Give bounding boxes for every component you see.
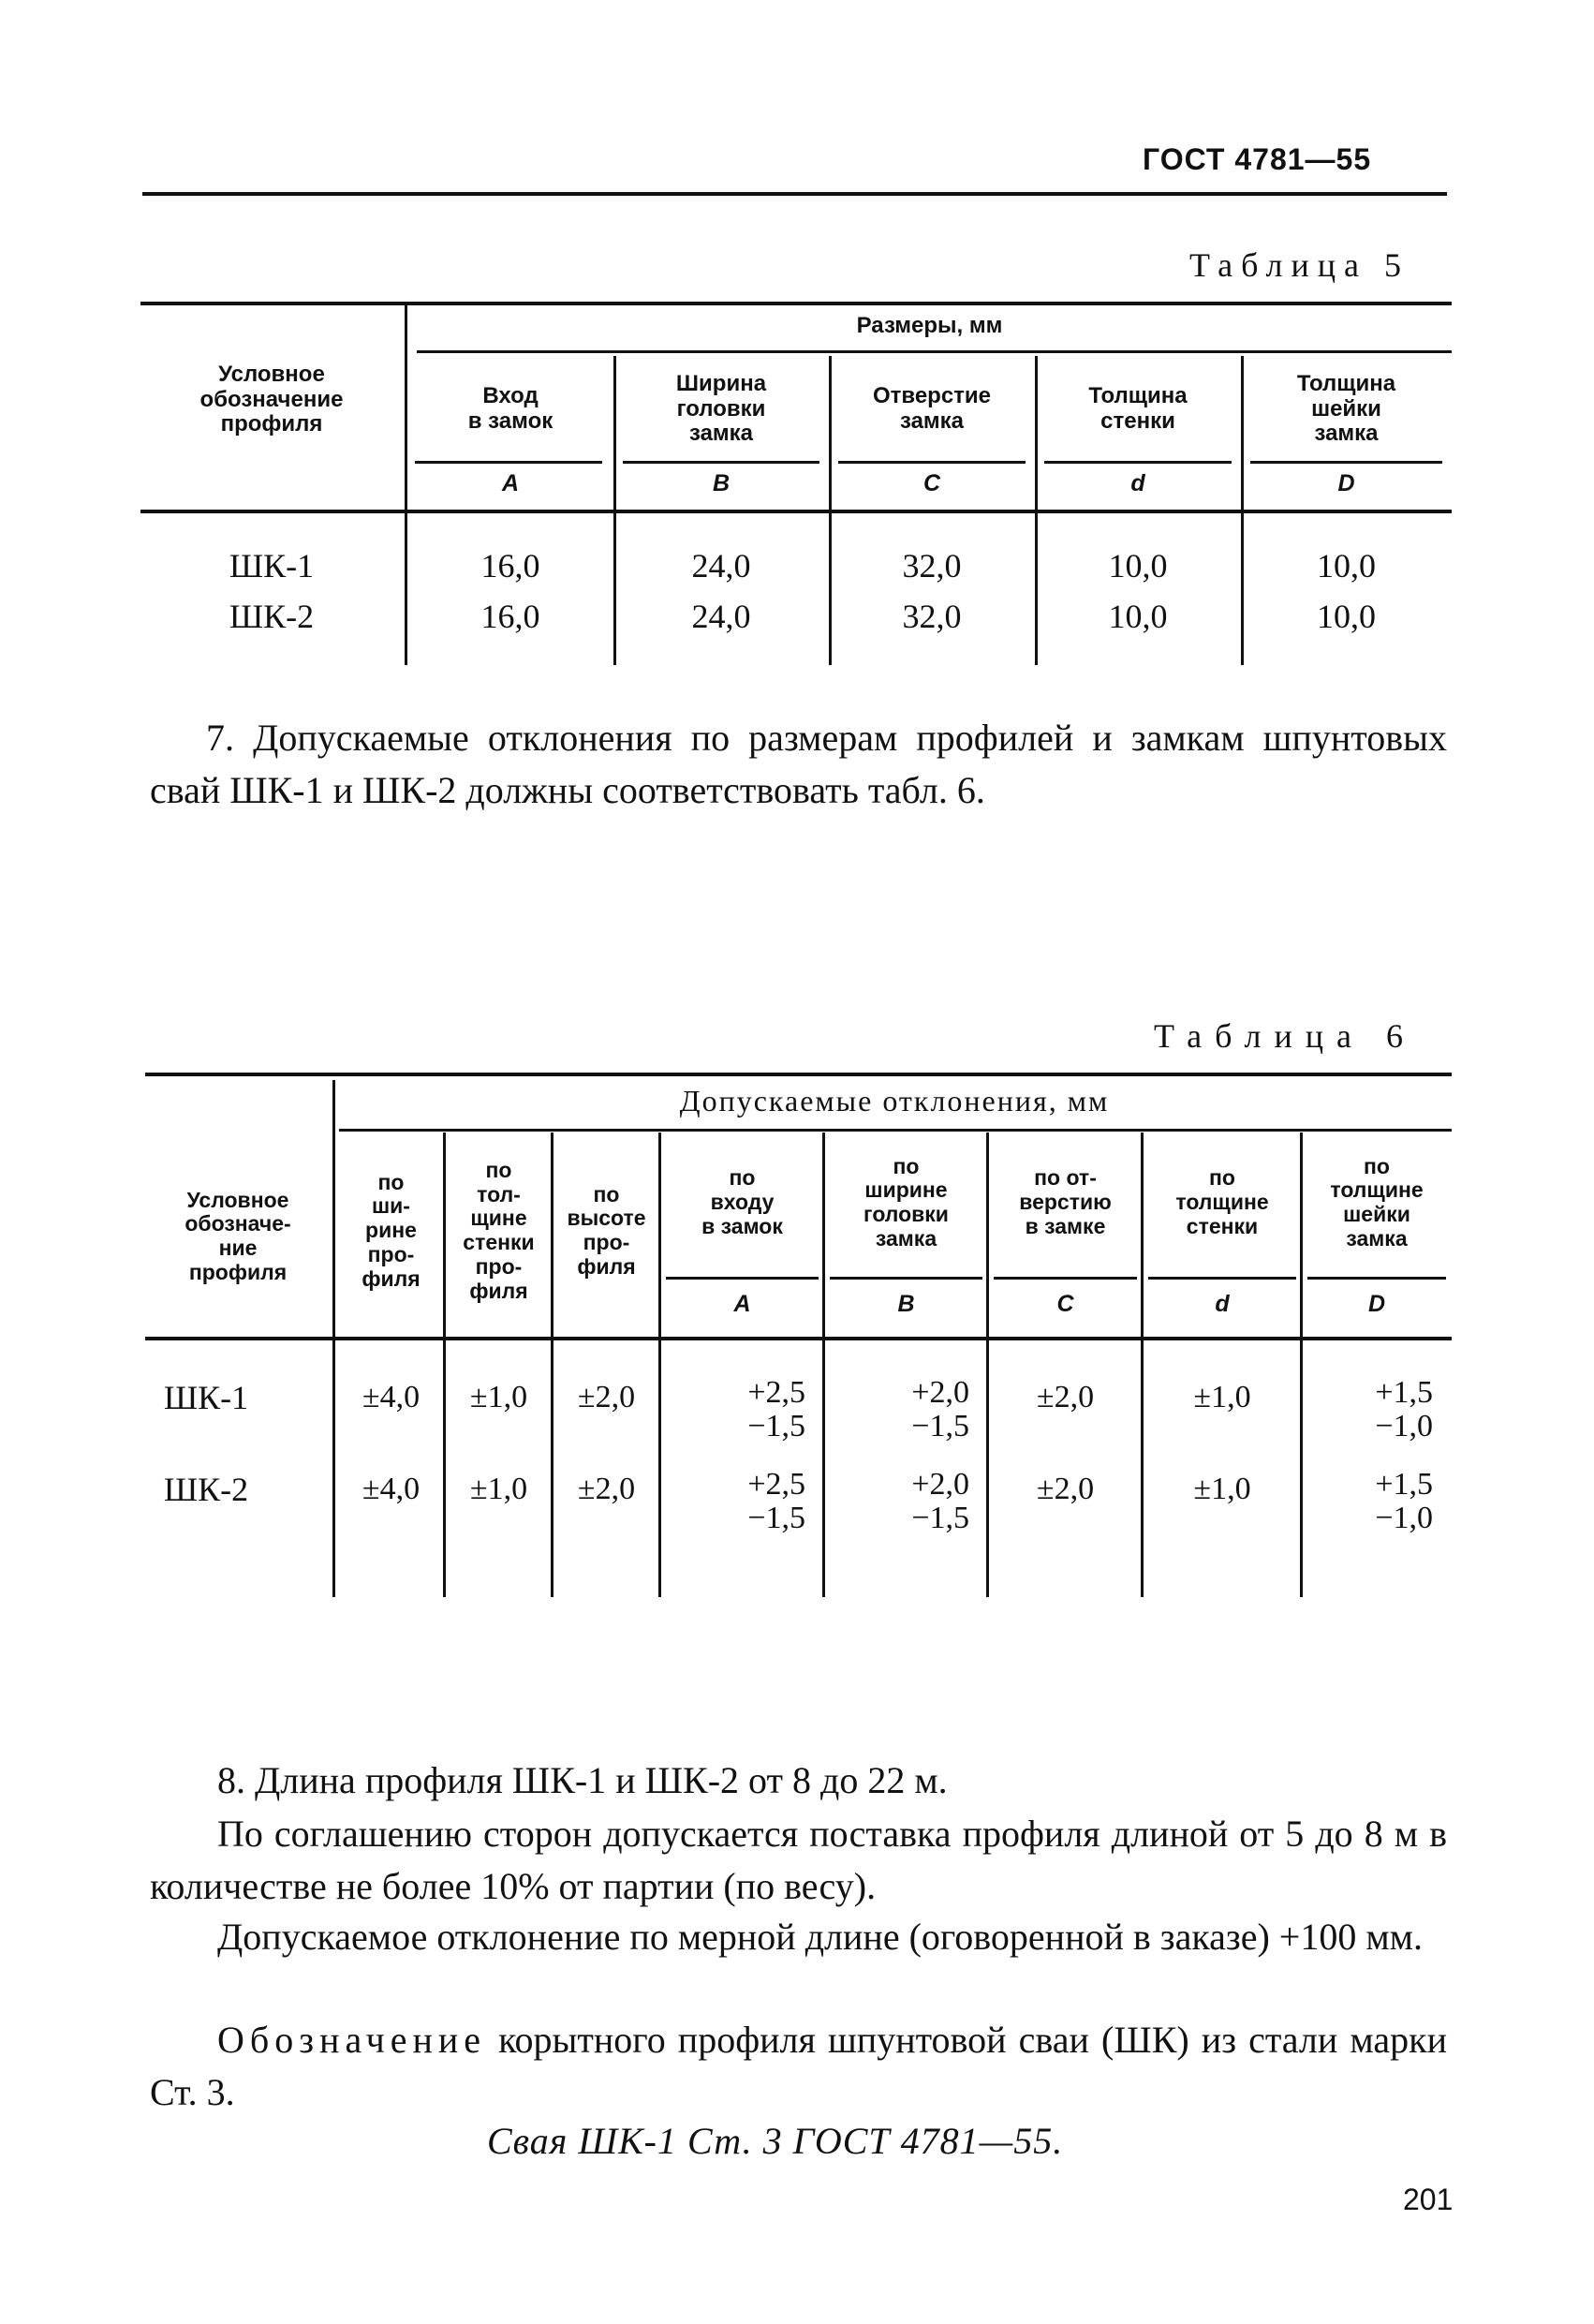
table6-column-header: по высоте про- филя xyxy=(567,1181,646,1279)
table5-cell: 10,0 xyxy=(1317,597,1376,635)
table5-subheader-rule xyxy=(838,461,1026,464)
table6-column-rule xyxy=(658,1132,661,1597)
table6-cell xyxy=(670,1376,805,1462)
table6-header-rule xyxy=(145,1337,1452,1340)
tolerance-value: +2,0 −1,5 xyxy=(911,1467,969,1535)
table6-column-letter: A xyxy=(733,1291,751,1317)
tolerance-value: +2,5 −1,5 xyxy=(747,1467,805,1535)
tolerance-value: +2,5 −1,5 xyxy=(747,1375,805,1443)
table6-cell xyxy=(670,1468,805,1554)
table6-cell: ±2,0 xyxy=(577,1471,636,1506)
table6-column-rule xyxy=(443,1132,446,1597)
table6-column-header: по ши- рине про- филя xyxy=(362,1169,421,1291)
table5-cell: 24,0 xyxy=(691,546,751,585)
table5-cell: 10,0 xyxy=(1108,597,1168,635)
table6-column-rule xyxy=(822,1132,825,1597)
tolerance-value: +1,5 −1,0 xyxy=(1375,1375,1433,1443)
table5-column-header: Отверстие замка xyxy=(872,383,992,434)
header-rule xyxy=(142,192,1447,196)
table5-header-rule xyxy=(140,510,1452,513)
table6-column-header: по входу в замок xyxy=(701,1165,783,1238)
table6-column-header: по тол- щине стенки про- филя xyxy=(463,1157,535,1303)
table6-cell xyxy=(1311,1376,1433,1462)
designation-description: корытного профиля шпунтовой сваи (ШК) из стали марки Ст. 3. xyxy=(150,2019,1447,2113)
table6-column-header: по от- верстию в замке xyxy=(1019,1165,1112,1238)
table5-column-header: Ширина головки замка xyxy=(675,370,767,447)
table6-subheader-rule xyxy=(994,1277,1137,1280)
table5-subheader-rule xyxy=(1044,461,1232,464)
table6-cell: ±2,0 xyxy=(577,1379,636,1414)
table6-row-name: ШК-1 xyxy=(163,1378,249,1416)
table6-column-rule xyxy=(551,1132,553,1597)
table5-cell: 24,0 xyxy=(691,597,751,635)
table5-caption: Таблица 5 xyxy=(1189,246,1410,284)
table6-caption: Таблица 6 xyxy=(1154,1017,1416,1055)
table5-cell: 10,0 xyxy=(1108,546,1168,585)
paragraph-8-line1: 8. Длина профиля ШК-1 и ШК-2 от 8 до 22 м. xyxy=(217,1759,948,1801)
paragraph-8-line4 xyxy=(150,2014,1447,2119)
table5-column-letter: C xyxy=(922,470,941,496)
table5-cell: 10,0 xyxy=(1317,546,1376,585)
table5-row-name: ШК-1 xyxy=(229,546,315,585)
table6-cell: ±2,0 xyxy=(1036,1379,1095,1414)
table5-group-rule xyxy=(417,350,1452,353)
table5-cell: 16,0 xyxy=(480,546,540,585)
table6 xyxy=(145,1073,1452,1606)
table6-column-rule xyxy=(1141,1132,1144,1597)
paragraph-8-line2: По соглашению сторон допускается поставка профиля длиной от 5 до 8 м в количестве не более 10% от партии (по весу). xyxy=(150,1813,1447,1907)
table6-group-header: Допускаемые отклонения, мм xyxy=(679,1084,1110,1118)
table5-column-letter: d xyxy=(1130,470,1145,496)
table5-subheader-rule xyxy=(623,461,819,464)
table6-cell: ±1,0 xyxy=(1193,1471,1251,1506)
tolerance-value: +2,0 −1,5 xyxy=(911,1375,969,1443)
document-code: ГОСТ 4781—55 xyxy=(1143,142,1372,176)
table5-column-letter: B xyxy=(712,470,731,496)
table6-row-name: ШК-2 xyxy=(163,1470,249,1508)
table6-column-rule xyxy=(1300,1132,1303,1597)
table6-cell: ±1,0 xyxy=(1193,1379,1251,1414)
designation-term: Обозначение xyxy=(217,2019,487,2061)
table6-column-letter: C xyxy=(1056,1291,1074,1317)
table6-subheader-rule xyxy=(1307,1277,1446,1280)
table5-column-letter: D xyxy=(1337,470,1355,496)
table5-subheader-rule xyxy=(415,461,602,464)
table6-subheader-rule xyxy=(830,1277,982,1280)
table5-column-header: Вход в замок xyxy=(467,383,553,434)
table6-cell xyxy=(834,1468,969,1554)
table6-column-letter: d xyxy=(1215,1291,1230,1317)
table5 xyxy=(140,302,1452,676)
table6-subheader-rule xyxy=(1148,1277,1296,1280)
table6-cell: ±1,0 xyxy=(469,1471,528,1506)
table6-column-header: по толщине стенки xyxy=(1175,1165,1269,1238)
table5-column-header: Толщина стенки xyxy=(1088,383,1188,434)
table6-cell xyxy=(834,1376,969,1462)
table5-cell: 32,0 xyxy=(902,546,962,585)
table6-cell xyxy=(1311,1468,1433,1554)
table6-top-rule xyxy=(145,1073,1452,1076)
table5-stub-header: Условное обозначение профиля xyxy=(199,361,344,437)
table6-column-letter: D xyxy=(1367,1291,1386,1317)
designation-example: Свая ШК-1 Ст. 3 ГОСТ 4781—55. xyxy=(487,2120,1064,2162)
table5-cell: 32,0 xyxy=(902,597,962,635)
table5-cell: 16,0 xyxy=(480,597,540,635)
table6-group-rule xyxy=(339,1129,1452,1132)
table6-cell: ±1,0 xyxy=(469,1379,528,1414)
table6-column-header: по толщине шейки замка xyxy=(1330,1153,1424,1251)
table6-cell: ±4,0 xyxy=(362,1471,421,1506)
page-number: 201 xyxy=(1403,2183,1454,2216)
table5-row-name: ШК-2 xyxy=(229,597,315,635)
paragraph-7: 7. Допускаемые отклонения по размерам профилей и замкам шпунтовых свай ШК-1 и ШК-2 должны соответствовать табл. 6. xyxy=(150,717,1447,811)
table6-column-rule xyxy=(986,1132,989,1597)
paragraph-8-line3: Допускаемое отклонение по мерной длине (оговоренной в заказе) +100 мм. xyxy=(217,1916,1423,1958)
tolerance-value: +1,5 −1,0 xyxy=(1375,1467,1433,1535)
table5-group-header: Размеры, мм xyxy=(856,312,1003,338)
table6-stub-header: Условное обозначе- ние профиля xyxy=(184,1187,291,1284)
table5-column-header: Толщина шейки замка xyxy=(1296,370,1396,447)
table6-subheader-rule xyxy=(666,1277,819,1280)
table5-column-letter: A xyxy=(501,470,520,496)
table6-column-letter: B xyxy=(897,1291,915,1317)
table6-cell: ±4,0 xyxy=(362,1379,421,1414)
table6-cell: ±2,0 xyxy=(1036,1471,1095,1506)
table5-subheader-rule xyxy=(1250,461,1442,464)
table6-column-header: по ширине головки замка xyxy=(863,1153,949,1251)
